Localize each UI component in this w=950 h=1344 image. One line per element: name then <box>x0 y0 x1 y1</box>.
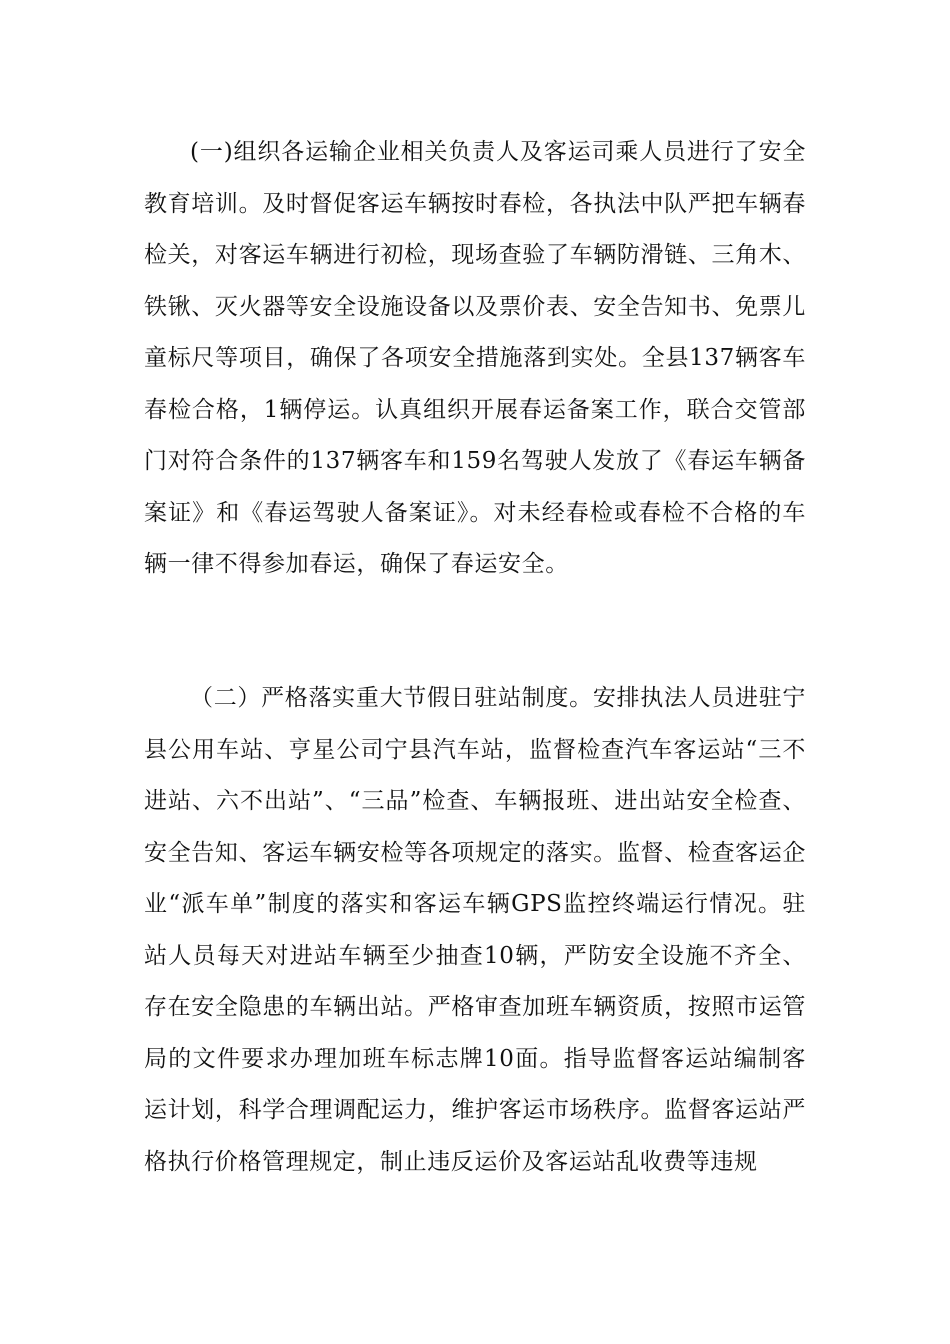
paragraph-2: （二）严格落实重大节假日驻站制度。安排执法人员进驻宁县公用车站、亨星公司宁县汽车站，监督检查汽车客运站“三不进站、六不出站”、“三品”检查、车辆报班、进出站安全检查、安全告知、客运车辆安检等各项规定的落实。监督、检查客运企业“派车单”制度的落实和客运车辆GPS监控终端运行情况。驻站人员每天对进站车辆至少抽查10辆，严防安全设施不齐全、存在安全隐患的车辆出站。严格审查加班车辆资质，按照市运管局的文件要求办理加班车标志牌10面。指导监督客运站编制客运计划，科学合理调配运力，维护客运市场秩序。监督客运站严格执行价格管理规定，制止违反运价及客运站乱收费等违规 <box>144 685 806 1175</box>
paragraph-1: (一)组织各运输企业相关负责人及客运司乘人员进行了安全教育培训。及时督促客运车辆按时春检，各执法中队严把车辆春检关，对客运车辆进行初检，现场查验了车辆防滑链、三角木、铁锹、灭火器等安全设施设备以及票价表、安全告知书、免票儿童标尺等项目，确保了各项安全措施落到实处。全县137辆客车春检合格，1辆停运。认真组织开展春运备案工作，联合交管部门对符合条件的137辆客车和159名驾驶人发放了《春运车辆备案证》和《春运驾驶人备案证》。对未经春检或春检不合格的车辆一律不得参加春运，确保了春运安全。 <box>144 139 806 577</box>
